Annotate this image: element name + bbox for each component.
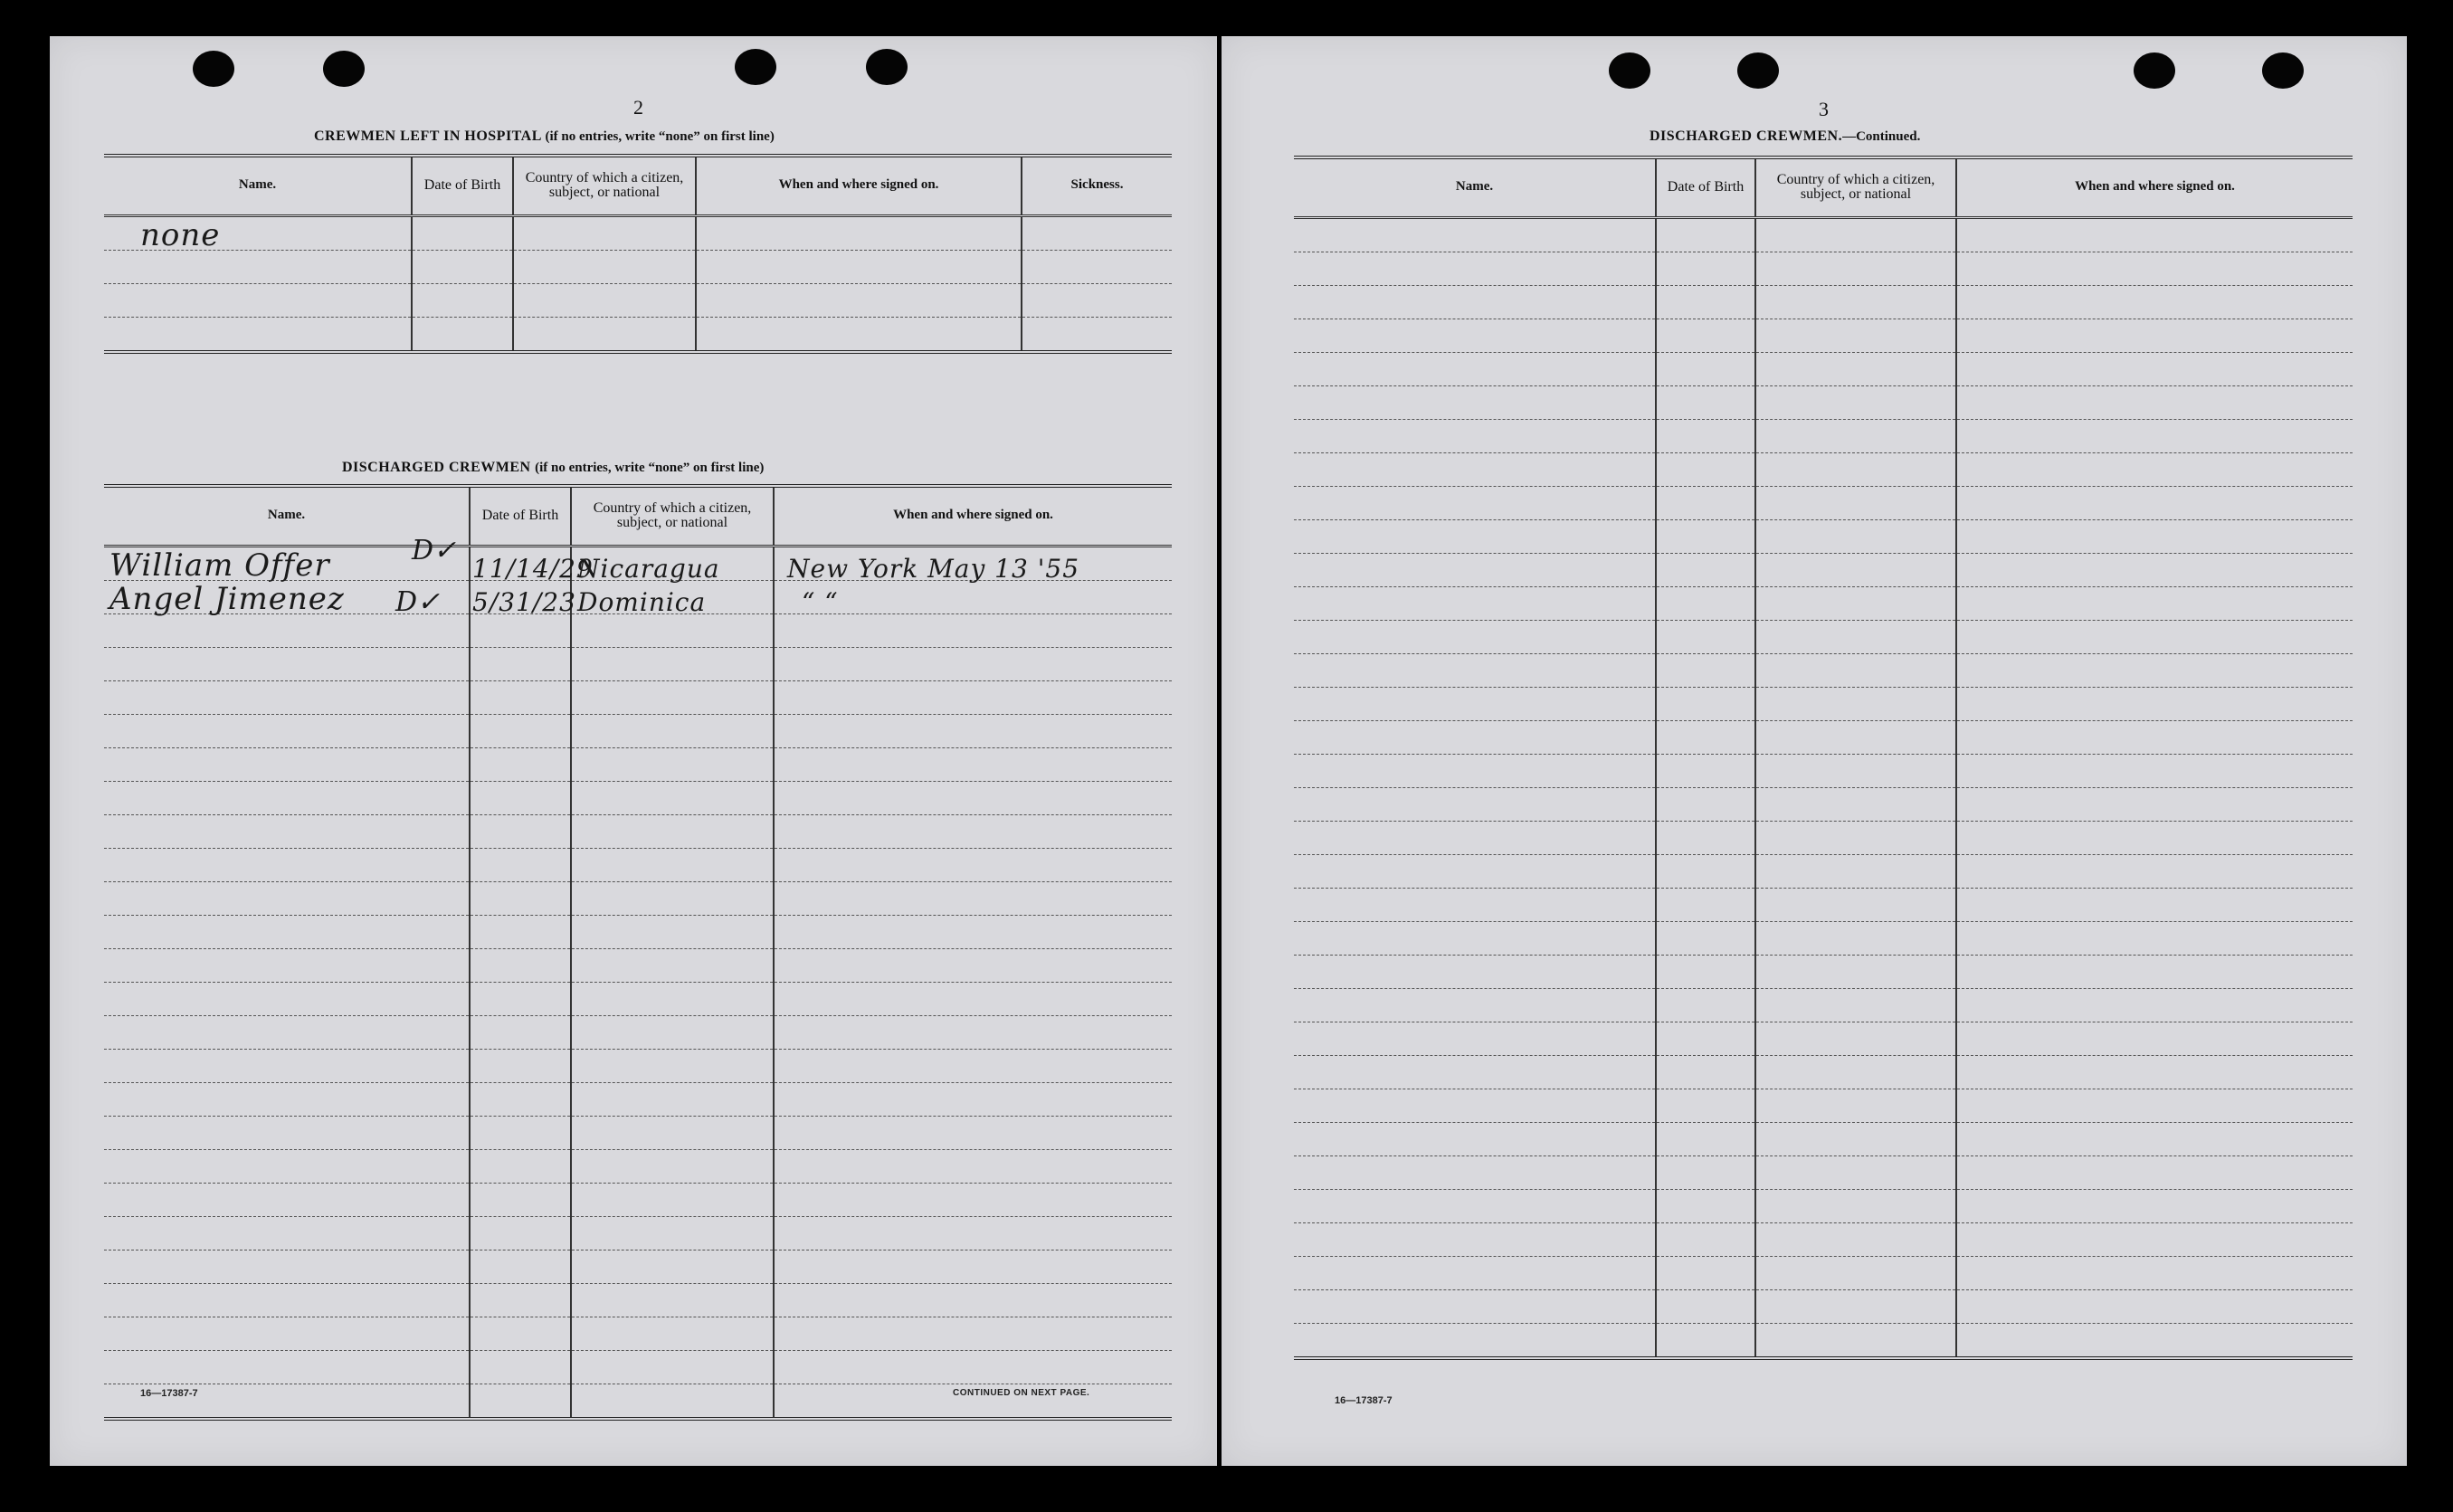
col-header-sickness: Sickness. (1022, 156, 1172, 215)
table-row (104, 546, 1172, 580)
right-title-suffix: —Continued. (1842, 129, 1921, 144)
form-code: 16—17387-7 (140, 1388, 198, 1399)
table-row (1294, 1055, 2353, 1089)
table-row (104, 1317, 1172, 1350)
page-number: 3 (1819, 98, 1829, 120)
table-row (1294, 754, 2353, 787)
punch-hole (735, 49, 776, 85)
right-section-title (1650, 128, 1920, 145)
form-code: 16—17387-7 (1335, 1395, 1393, 1406)
table-row (104, 317, 1172, 352)
right-title: DISCHARGED CREWMEN. (1650, 128, 1843, 144)
table-row (104, 848, 1172, 881)
table-row (104, 714, 1172, 747)
table-row (104, 814, 1172, 848)
table-row (1294, 419, 2353, 452)
crew-signed-on: “ “ (802, 586, 839, 617)
page-number: 2 (633, 96, 643, 119)
table-row (104, 747, 1172, 781)
table-row (104, 1116, 1172, 1149)
table-row (1294, 955, 2353, 988)
discharge-mark: D✓ (395, 585, 441, 618)
table-row (104, 1350, 1172, 1384)
col-header-country: Country of which a citizen, subject, or national (571, 486, 774, 546)
crew-name: Angel Jimenez (109, 580, 345, 617)
table-row (1294, 620, 2353, 653)
crew-dob: 5/31/23 (472, 586, 576, 617)
table-row (104, 1015, 1172, 1049)
table-row (1294, 519, 2353, 553)
table-row (1294, 352, 2353, 385)
table-row (104, 580, 1172, 613)
table-row (1294, 988, 2353, 1022)
table-row (1294, 653, 2353, 687)
table-row (1294, 217, 2353, 252)
table-row (1294, 787, 2353, 821)
col-header-name: Name. (1455, 179, 1494, 195)
table-row (104, 881, 1172, 915)
table-row (1294, 821, 2353, 854)
punch-hole (193, 51, 234, 87)
name-cell (104, 215, 412, 253)
table-row (104, 1250, 1172, 1283)
table-row (1294, 1155, 2353, 1189)
col-header-dob: Date of Birth (470, 486, 571, 546)
discharge-mark: D✓ (412, 534, 457, 566)
col-header-country: Country of which a citizen, subject, or national (513, 156, 696, 215)
table-row (1294, 452, 2353, 486)
hospital-table (104, 154, 1172, 354)
discharged-section-title (342, 460, 764, 476)
punch-hole (1609, 52, 1650, 89)
col-header-when-where: When and where signed on. (1956, 157, 2353, 217)
table-row (104, 1049, 1172, 1082)
table-row (1294, 1289, 2353, 1323)
punch-hole (323, 51, 365, 87)
col-header-name: Name. (238, 177, 277, 193)
punch-hole (2134, 52, 2175, 89)
table-row (1294, 921, 2353, 955)
crew-country: Nicaragua (577, 553, 720, 584)
table-row (104, 982, 1172, 1015)
punch-hole (866, 49, 908, 85)
col-header-dob: Date of Birth (1656, 157, 1755, 217)
table-row (1294, 888, 2353, 921)
table-row (1294, 586, 2353, 620)
table-row (1294, 319, 2353, 352)
table-row (104, 1149, 1172, 1183)
right-page (1222, 36, 2407, 1466)
crew-country: Dominica (577, 586, 707, 617)
table-row (1294, 687, 2353, 720)
table-row (104, 215, 1172, 250)
hospital-title: CREWMEN LEFT IN HOSPITAL (314, 128, 542, 144)
table-row (1294, 1022, 2353, 1055)
table-row (104, 1283, 1172, 1317)
col-header-country: Country of which a citizen, subject, or national (1755, 157, 1956, 217)
crew-name: William Offer (109, 547, 330, 584)
table-row (104, 1183, 1172, 1216)
table-row (1294, 553, 2353, 586)
hospital-section-title (314, 128, 775, 145)
table-row (1294, 1189, 2353, 1222)
discharged-title: DISCHARGED CREWMEN (342, 460, 531, 475)
col-header-dob: Date of Birth (412, 156, 513, 215)
table-row (104, 647, 1172, 680)
table-row (104, 613, 1172, 647)
table-row (104, 680, 1172, 714)
col-header-when-where: When and where signed on. (774, 486, 1172, 546)
table-row (104, 1216, 1172, 1250)
hospital-note: (if no entries, write “none” on first line) (545, 129, 775, 144)
crew-dob: 11/14/29 (472, 553, 594, 584)
table-row (1294, 385, 2353, 419)
handwritten-none: none (140, 216, 221, 253)
punch-hole (2262, 52, 2304, 89)
table-row (1294, 1122, 2353, 1155)
left-page (50, 36, 1217, 1466)
table-row (104, 283, 1172, 317)
col-header-when-where: When and where signed on. (696, 156, 1022, 215)
table-row (1294, 285, 2353, 319)
table-row (1294, 1222, 2353, 1256)
table-row (1294, 1089, 2353, 1122)
crew-signed-on: New York May 13 '55 (787, 553, 1080, 584)
table-row (1294, 252, 2353, 285)
table-row (104, 915, 1172, 948)
punch-hole (1737, 52, 1779, 89)
discharged-table (104, 484, 1172, 1421)
table-row (1294, 1256, 2353, 1289)
table-row (1294, 486, 2353, 519)
discharged-note: (if no entries, write “none” on first line) (535, 461, 765, 475)
table-row (104, 948, 1172, 982)
table-row (1294, 720, 2353, 754)
table-row (104, 1082, 1172, 1116)
table-row (104, 781, 1172, 814)
table-row (104, 250, 1172, 283)
continued-note: CONTINUED ON NEXT PAGE. (953, 1388, 1090, 1398)
col-header-name: Name. (267, 508, 306, 523)
table-row (1294, 854, 2353, 888)
table-row (1294, 1323, 2353, 1358)
discharged-continued-table (1294, 156, 2353, 1360)
